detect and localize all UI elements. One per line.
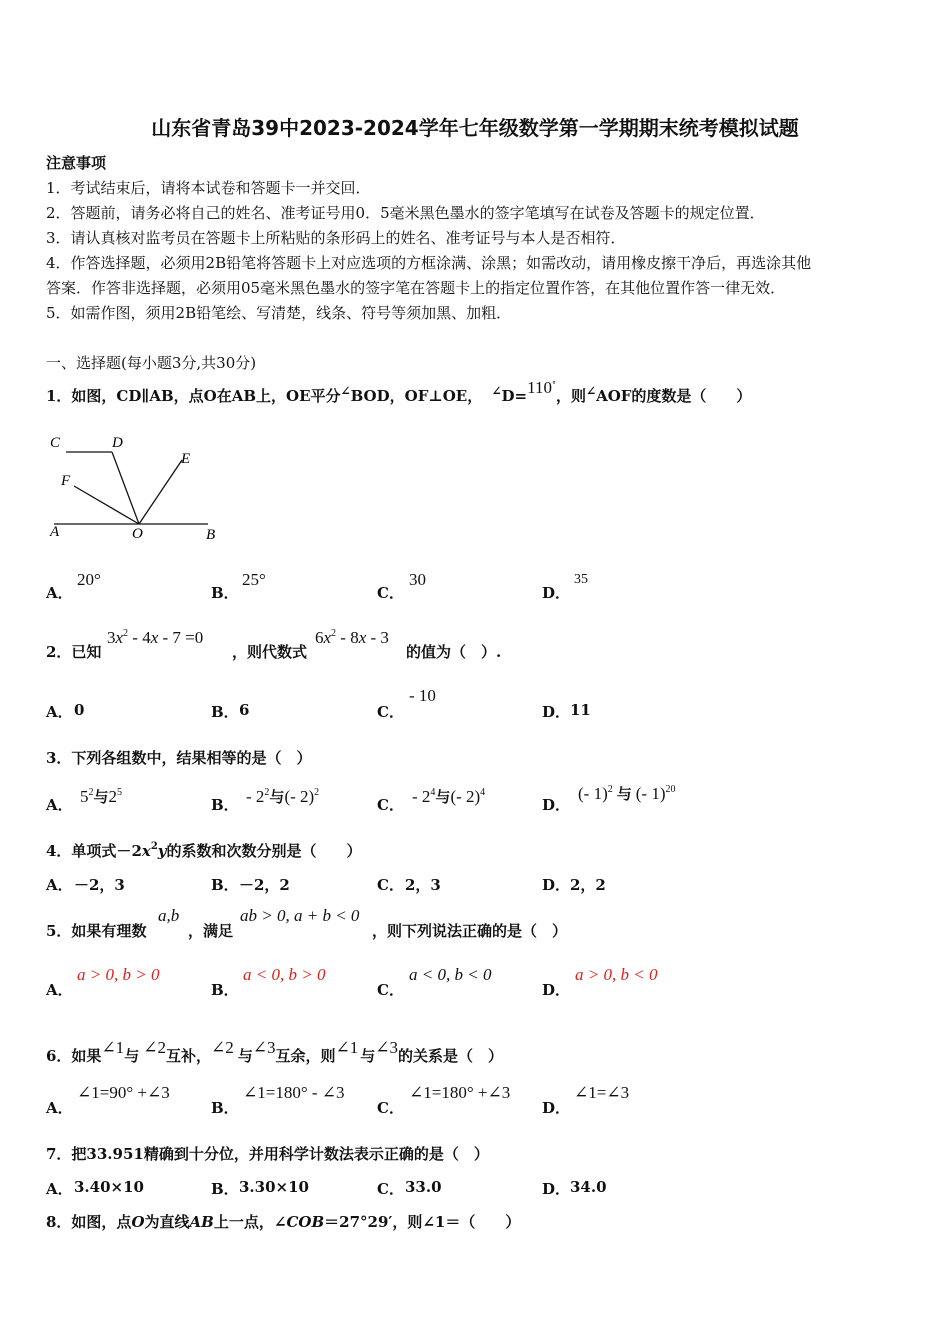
notice-item: 4．作答选择题，必须用2B铅笔将答题卡上对应选项的方框涂满、涂黑；如需改动，请用橡皮擦干净后，再选涂其他 <box>46 254 812 272</box>
q6-option-c-letter: C． <box>377 1099 404 1117</box>
ray-of <box>74 486 139 524</box>
notice-item: 1．考试结束后，请将本试卷和答题卡一并交回． <box>46 179 371 197</box>
q3-option-a-value: $5^2$与$2^5$ <box>80 787 123 806</box>
question-2-expr1: $3x^2 - 4x - 7 =0$ <box>107 628 204 647</box>
q1-option-c-letter: C． <box>377 584 404 602</box>
label-a: A <box>50 524 60 540</box>
label-f: F <box>61 473 71 489</box>
q3-option-a-letter: A． <box>46 796 73 814</box>
q2-option-c-value: - 10 <box>409 686 436 705</box>
label-d: D <box>112 435 123 451</box>
q4-option-b-letter: B． <box>211 876 239 894</box>
notice-heading: 注意事项 <box>46 154 107 172</box>
question-2-stem-a: 2．已知 <box>46 643 102 661</box>
question-1-stem: 1．如图，CD∥AB，点O在AB上，OE平分∠BOD，OF⊥OE， ∠D=110°，则∠AOF的度数是（ ） <box>46 378 752 405</box>
q7-option-a-letter: A． <box>46 1180 73 1198</box>
q7-option-c-value: 33.0 <box>405 1178 442 1196</box>
q4-option-a-letter: A． <box>46 876 73 894</box>
question-7-stem: 7．把33.951精确到十分位，并用科学计数法表示正确的是（ ） <box>46 1145 489 1163</box>
q6-option-b-value: ∠1=180° - ∠3 <box>243 1083 345 1102</box>
q4-option-c-letter: C． <box>377 876 404 894</box>
q1-option-a-value: 20° <box>77 570 101 589</box>
q2-option-d-value: 11 <box>570 701 591 719</box>
question-5-stem-c: ，则下列说法正确的是（ ） <box>372 922 568 940</box>
question-2-expr2: $6x^2 - 8x - 3$ <box>315 628 389 647</box>
q6-option-b-letter: B． <box>211 1099 239 1117</box>
q1-option-b-value: 25° <box>242 570 266 589</box>
q7-option-d-letter: D． <box>542 1180 571 1198</box>
question-5-stem-a: 5．如果有理数 <box>46 922 147 940</box>
q4-option-a-value: －2，3 <box>74 876 125 894</box>
label-c: C <box>50 435 61 451</box>
notice-item: 2．答题前，请务必将自己的姓名、准考证号用0．5毫米黑色墨水的签字笔填写在试卷及答题卡的规定位置． <box>46 204 765 222</box>
q3-option-b-value: - $2^2$与(- 2)$^2$ <box>246 787 320 806</box>
q3-option-d-value: (- 1)$^2$ 与 (- 1)$^{20}$ <box>578 784 676 803</box>
q5-option-a-letter: A． <box>46 981 73 999</box>
q7-option-a-value: 3.40×10 <box>74 1178 144 1196</box>
q5-option-b-value: a < 0, b > 0 <box>243 965 326 984</box>
question-2-stem-b: ，则代数式 <box>232 643 308 661</box>
q2-option-a-letter: A． <box>46 703 73 721</box>
q7-option-b-letter: B． <box>211 1180 239 1198</box>
q7-option-b-value: 3.30×10 <box>239 1178 309 1196</box>
q7-option-d-value: 34.0 <box>570 1178 607 1196</box>
q3-option-d-letter: D． <box>542 796 571 814</box>
q3-option-c-letter: C． <box>377 796 404 814</box>
q4-option-d-letter: D． <box>542 876 571 894</box>
q2-option-d-letter: D． <box>542 703 571 721</box>
q3-option-c-value: - $2^4$与(- 2)$^4$ <box>412 787 486 806</box>
q6-option-a-value: ∠1=90° +∠3 <box>77 1083 170 1102</box>
question-5-condition: ab > 0, a + b < 0 <box>240 906 360 925</box>
q6-option-a-letter: A． <box>46 1099 73 1117</box>
question-3-stem: 3．下列各组数中，结果相等的是（ ） <box>46 749 312 767</box>
label-o: O <box>132 526 143 542</box>
q1-option-d-letter: D． <box>542 584 571 602</box>
q6-option-d-value: ∠1=∠3 <box>574 1083 630 1102</box>
q1-option-c-value: 30 <box>409 570 426 589</box>
q5-option-c-value: a < 0, b < 0 <box>409 965 492 984</box>
q2-option-b-value: 6 <box>239 701 250 719</box>
q2-option-b-letter: B． <box>211 703 239 721</box>
q5-option-c-letter: C． <box>377 981 404 999</box>
label-b: B <box>206 527 216 543</box>
question-5-vars: a,b <box>158 906 180 925</box>
question-6-stem: 6．如果∠1与 ∠2互补，∠2 与∠3互余，则∠1 与∠3的关系是（ ） <box>46 1038 504 1065</box>
q5-option-b-letter: B． <box>211 981 239 999</box>
notice-item: 答案．作答非选择题，必须用05毫米黑色墨水的签字笔在答题卡上的指定位置作答，在其他位置作答一律无效． <box>46 279 786 297</box>
q1-option-b-letter: B． <box>211 584 239 602</box>
question-1-figure <box>44 430 234 546</box>
q5-option-d-letter: D． <box>542 981 571 999</box>
page-title: 山东省青岛39中2023-2024学年七年级数学第一学期期末统考模拟试题 <box>151 116 799 140</box>
q7-option-c-letter: C． <box>377 1180 404 1198</box>
q2-option-a-value: 0 <box>74 701 85 719</box>
question-4-stem: 4．单项式$-2x^2y$的系数和次数分别是（ ） <box>46 841 362 860</box>
q3-option-b-letter: B． <box>211 796 239 814</box>
ray-oe <box>139 460 182 524</box>
question-2-stem-c: 的值为（ ）. <box>406 643 502 661</box>
q2-option-c-letter: C． <box>377 703 404 721</box>
q1-option-a-letter: A． <box>46 584 73 602</box>
q4-option-c-value: 2，3 <box>405 876 441 894</box>
notice-item: 3．请认真核对监考员在答题卡上所粘贴的条形码上的姓名、准考证号与本人是否相符． <box>46 229 626 247</box>
q1-option-d-value: 35 <box>574 572 588 587</box>
q6-option-d-letter: D． <box>542 1099 571 1117</box>
notice-item: 5．如需作图，须用2B铅笔绘、写清楚，线条、符号等须加黑、加粗． <box>46 304 512 322</box>
q4-option-b-value: －2，2 <box>239 876 290 894</box>
question-5-stem-b: ，满足 <box>188 922 234 940</box>
q5-option-a-value: a > 0, b > 0 <box>77 965 160 984</box>
q5-option-d-value: a > 0, b < 0 <box>575 965 658 984</box>
q6-option-c-value: ∠1=180° +∠3 <box>409 1083 511 1102</box>
section-heading: 一、选择题(每小题3分,共30分) <box>46 354 257 372</box>
q4-option-d-value: 2，2 <box>570 876 606 894</box>
question-8-stem: 8．如图，点O为直线AB上一点，∠COB＝27°29′，则∠1＝（ ） <box>46 1213 521 1231</box>
ray-od <box>112 452 139 524</box>
label-e: E <box>181 451 191 467</box>
